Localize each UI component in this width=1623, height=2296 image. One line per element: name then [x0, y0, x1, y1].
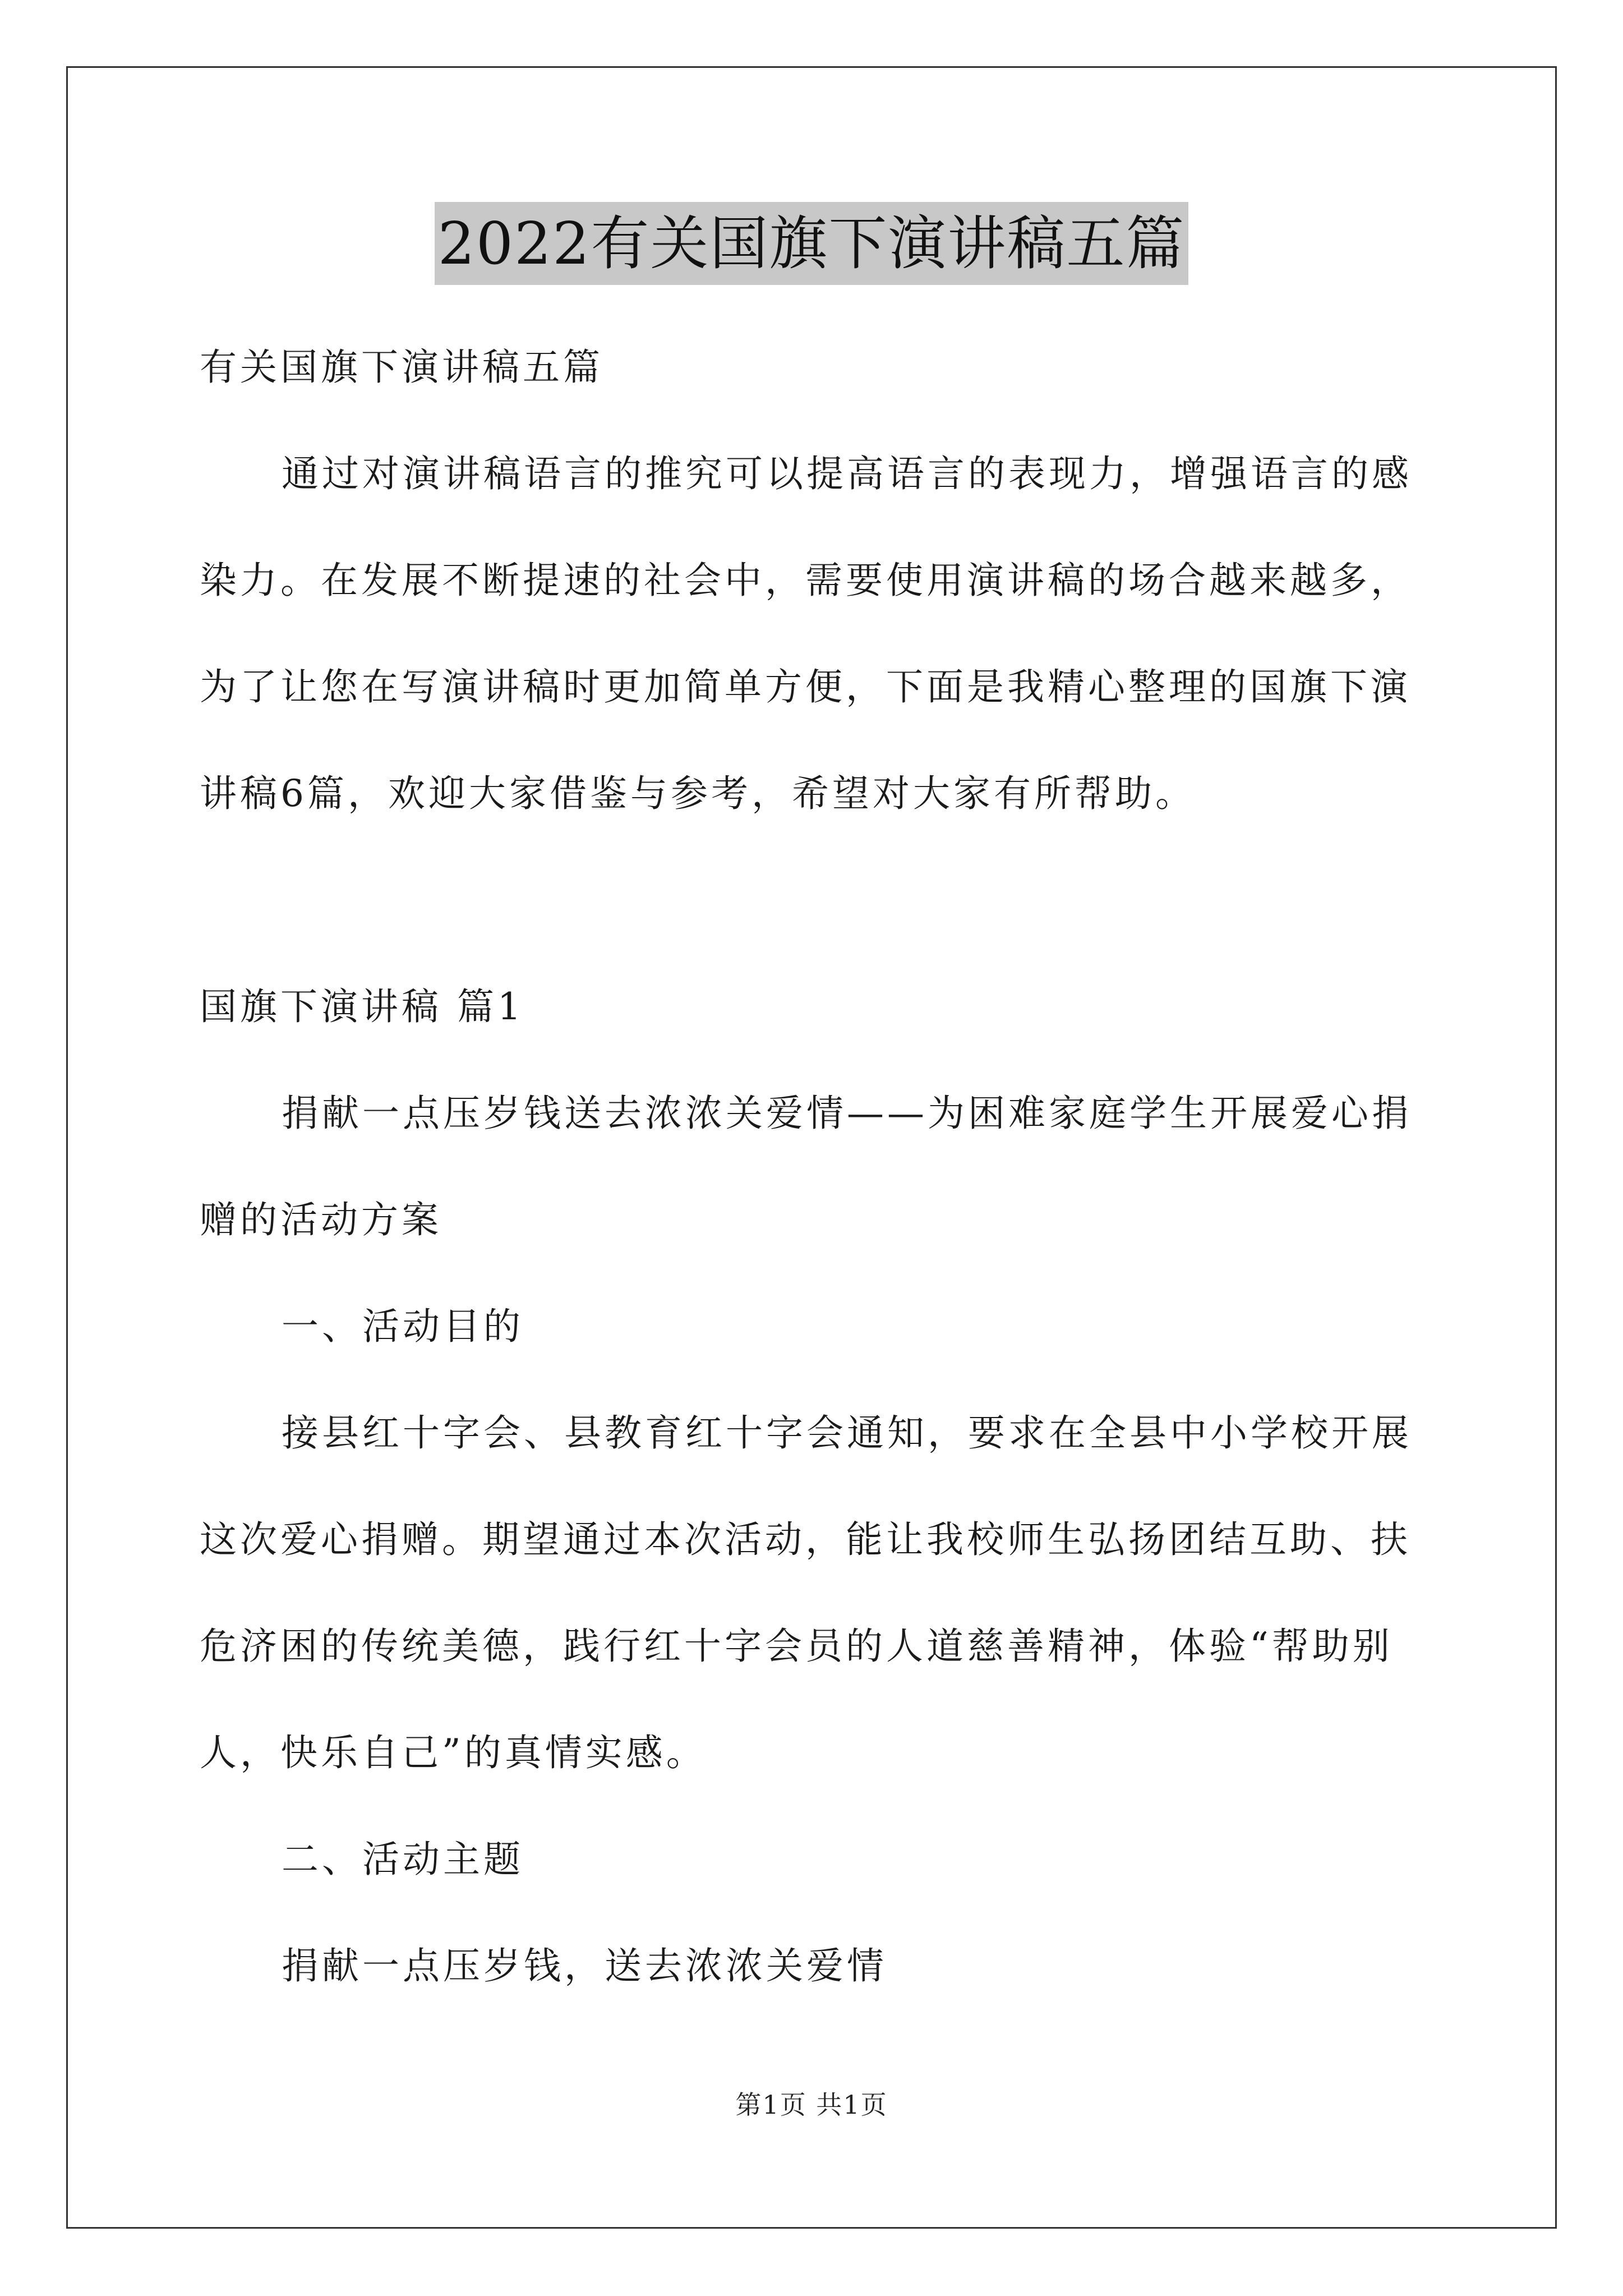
page-footer: 第1页 共1页: [735, 2090, 888, 2120]
document-body: [200, 314, 1428, 2019]
document-subtitle: 有关国旗下演讲稿五篇: [200, 346, 603, 389]
body-heading-theme: 二、活动主题: [282, 1838, 524, 1881]
body-paragraph: 捐献一点压岁钱送去浓浓关爱情——为困难家庭学生开展爱心捐赠的活动方案: [200, 1092, 1412, 1241]
section-heading: 国旗下演讲稿 篇1: [200, 985, 524, 1028]
body-paragraph: 接县红十字会、县教育红十字会通知，要求在全县中小学校开展这次爱心捐赠。期望通过本次活动，能让我校师生弘扬团结互助、扶危济困的传统美德，践行红十字会员的人道慈善精神，体验“帮助别人，快乐自己”的真情实感。: [200, 1411, 1412, 1774]
document-title: 2022有关国旗下演讲稿五篇: [435, 202, 1189, 285]
body-paragraph: 捐献一点压岁钱，送去浓浓关爱情: [282, 1944, 887, 1987]
body-heading-purpose: 一、活动目的: [282, 1305, 524, 1348]
section-spacer: [200, 847, 1428, 954]
title-container: [0, 202, 1623, 285]
intro-paragraph: 通过对演讲稿语言的推究可以提高语言的表现力，增强语言的感染力。在发展不断提速的社会中，需要使用演讲稿的场合越来越多，为了让您在写演讲稿时更加简单方便，下面是我精心整理的国旗下演讲稿6篇，欢迎大家借鉴与参考，希望对大家有所帮助。: [200, 452, 1412, 815]
